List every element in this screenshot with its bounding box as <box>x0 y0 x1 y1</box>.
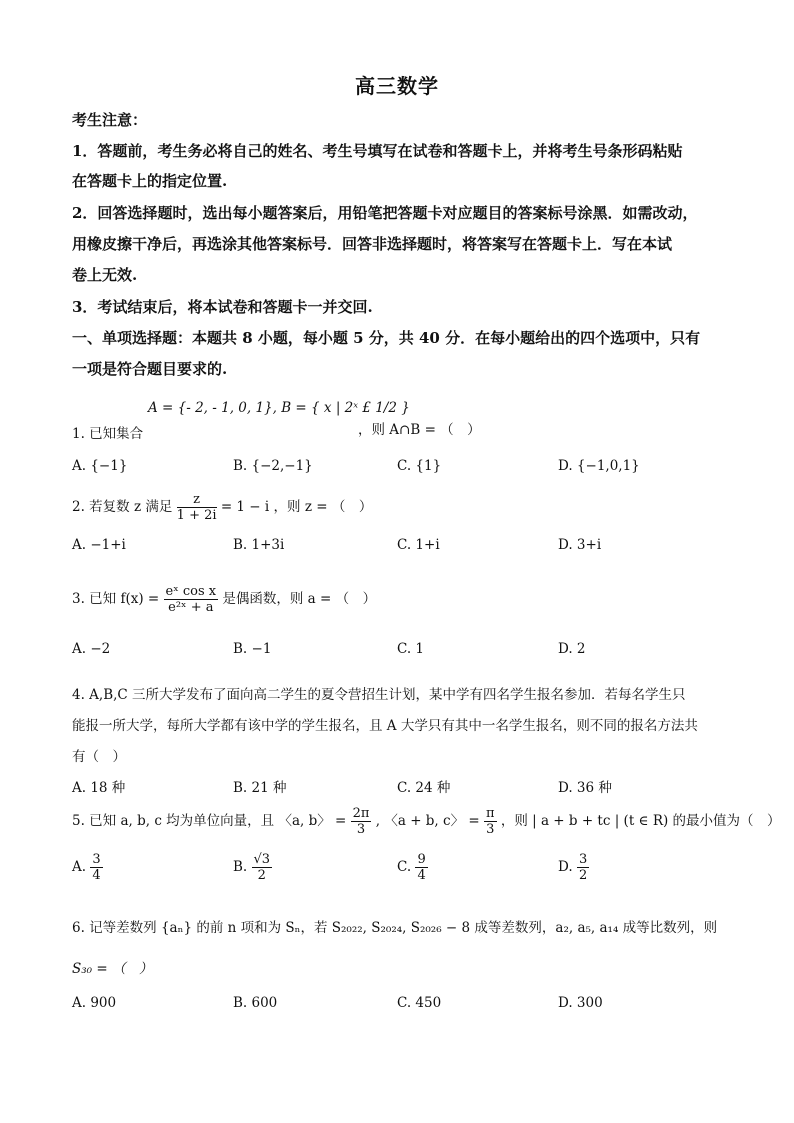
section-1-heading-line-2: 一项是符合题目要求的. <box>72 360 228 378</box>
q6-line-1: 6. 记等差数列 {aₙ} 的前 n 项和为 Sₙ，若 S₂₀₂₂, S₂₀₂₄, S₂₀₂₆ − 8 成等差数列，a₂, a₅, a₁₄ 成等比数列，则 <box>72 920 718 936</box>
q1-option-d: D. {−1,0,1} <box>558 458 640 474</box>
q4-option-b: B. 21 种 <box>233 780 287 796</box>
q2-option-a: A. −1+i <box>72 537 126 553</box>
q3-stem <box>72 584 376 615</box>
q6-option-c: C. 450 <box>397 995 442 1011</box>
q4-option-a: A. 18 种 <box>72 780 126 796</box>
q1-set-a: A = {- 2, - 1, 0, 1} <box>148 400 273 416</box>
q2-rhs: = 1 − i ，则 z = （ ） <box>220 499 373 515</box>
notice-item-3: 3．考试结束后，将本试卷和答题卡一并交回. <box>72 298 373 316</box>
q4-line-3: 有（ ） <box>72 749 126 765</box>
q5-fraction-1-denominator: 3 <box>356 822 366 837</box>
q5-prefix: 5. 已知 a, b, c 均为单位向量，且 〈a, b〉 = <box>72 813 347 829</box>
q5-fraction-2-denominator: 3 <box>486 822 495 837</box>
notice-heading: 考生注意： <box>72 111 148 129</box>
q2-option-c: C. 1+i <box>397 537 440 553</box>
q1-option-b: B. {−2,−1} <box>233 458 313 474</box>
q5-suffix: ，则 | a + b + tc | (t ∈ R) 的最小值为（ ） <box>500 813 781 829</box>
q5-option-c-fraction <box>415 852 427 883</box>
q5-fraction-2-numerator: π <box>485 806 495 821</box>
notice-item-1-line-1: 1．答题前，考生务必将自己的姓名、考生号填写在试卷和答题卡上，并将考生号条形码粘贴 <box>72 142 683 160</box>
q3-option-a: A. −2 <box>72 641 111 657</box>
q6-option-a: A. 900 <box>72 995 117 1011</box>
q1-suffix: ，则 A∩B = （ ） <box>358 422 481 438</box>
q3-suffix: 是偶函数，则 a = （ ） <box>222 591 377 607</box>
q1-option-c: C. {1} <box>397 458 442 474</box>
q5-mid: , 〈a + b, c〉 = <box>375 813 480 829</box>
q2-prefix: 2. 若复数 z 满足 <box>72 499 173 515</box>
q5-option-b <box>233 852 272 883</box>
q6-line-2: S₃₀ = （ ） <box>72 961 153 977</box>
q3-option-c: C. 1 <box>397 641 425 657</box>
q2-fraction <box>177 492 217 523</box>
q6-option-d: D. 300 <box>558 995 603 1011</box>
notice-item-2-line-2: 用橡皮擦干净后，再选涂其他答案标号．回答非选择题时，将答案写在答题卡上．写在本试 <box>72 235 673 253</box>
q1-prefix: 1. 已知集合 <box>72 426 144 442</box>
q3-option-d: D. 2 <box>558 641 586 657</box>
q4-option-d: D. 36 种 <box>558 780 612 796</box>
q4-line-2: 能报一所大学，每所大学都有该中学的学生报名，且 A 大学只有其中一名学生报名，则不同的报名方法共 <box>72 718 698 734</box>
q5-option-a-numerator: 3 <box>92 852 101 867</box>
q5-option-c-numerator: 9 <box>417 852 426 867</box>
q2-fraction-numerator: z <box>177 492 217 508</box>
q4-option-c: C. 24 种 <box>397 780 451 796</box>
q5-option-b-numerator: √3 <box>253 852 271 867</box>
section-1-heading-line-1: 一、单项选择题：本题共 8 小题，每小题 5 分，共 40 分．在每小题给出的四个选项中，只有 <box>72 329 701 347</box>
q3-fraction-denominator: e²ˣ + a <box>168 600 214 615</box>
q3-option-b: B. −1 <box>233 641 272 657</box>
q5-option-d-fraction <box>577 852 589 883</box>
q5-option-a-fraction <box>90 852 102 883</box>
notice-item-1-line-2: 在答题卡上的指定位置. <box>72 172 228 190</box>
q2-stem <box>72 492 372 523</box>
q5-option-d-numerator: 3 <box>578 852 588 867</box>
q1-stem <box>72 422 143 442</box>
q5-option-d <box>558 852 589 883</box>
notice-item-2-line-3: 卷上无效. <box>72 266 138 284</box>
q3-fraction <box>164 584 219 615</box>
q5-option-d-label: D. <box>558 859 573 875</box>
q5-fraction-1 <box>351 806 372 837</box>
q5-option-c-label: C. <box>397 859 412 875</box>
q3-prefix: 3. 已知 f(x) = <box>72 591 160 607</box>
q5-fraction-1-numerator: 2π <box>352 806 370 821</box>
q1-set-formula <box>148 400 410 416</box>
notice-item-2-line-1: 2．回答选择题时，选出每小题答案后，用铅笔把答题卡对应题目的答案标号涂黑．如需改动， <box>72 204 698 222</box>
q5-option-d-denominator: 2 <box>578 868 588 883</box>
q2-option-d: D. 3+i <box>558 537 602 553</box>
q5-option-b-label: B. <box>233 859 248 875</box>
q5-option-c <box>397 852 428 883</box>
page-title: 高三数学 <box>355 74 439 98</box>
q5-fraction-2 <box>484 806 497 837</box>
q3-fraction-numerator: eˣ cos x <box>165 584 217 599</box>
q5-option-a-denominator: 4 <box>92 868 101 883</box>
q6-option-b: B. 600 <box>233 995 278 1011</box>
q2-fraction-denominator: 1 + 2i <box>176 508 217 523</box>
q1-set-b: , B = { x | 2ˣ £ 1/2 } <box>272 400 410 416</box>
q4-line-1: 4. A,B,C 三所大学发布了面向高二学生的夏令营招生计划，某中学有四名学生报名参加．若每名学生只 <box>72 687 686 703</box>
q5-option-a-label: A. <box>72 859 87 875</box>
q1-option-a: A. {−1} <box>72 458 128 474</box>
q2-option-b: B. 1+3i <box>233 537 285 553</box>
q5-option-b-denominator: 2 <box>257 868 266 883</box>
q5-option-b-fraction <box>252 852 273 883</box>
q5-option-c-denominator: 4 <box>417 868 426 883</box>
q5-option-a <box>72 852 103 883</box>
q5-stem <box>72 806 781 837</box>
